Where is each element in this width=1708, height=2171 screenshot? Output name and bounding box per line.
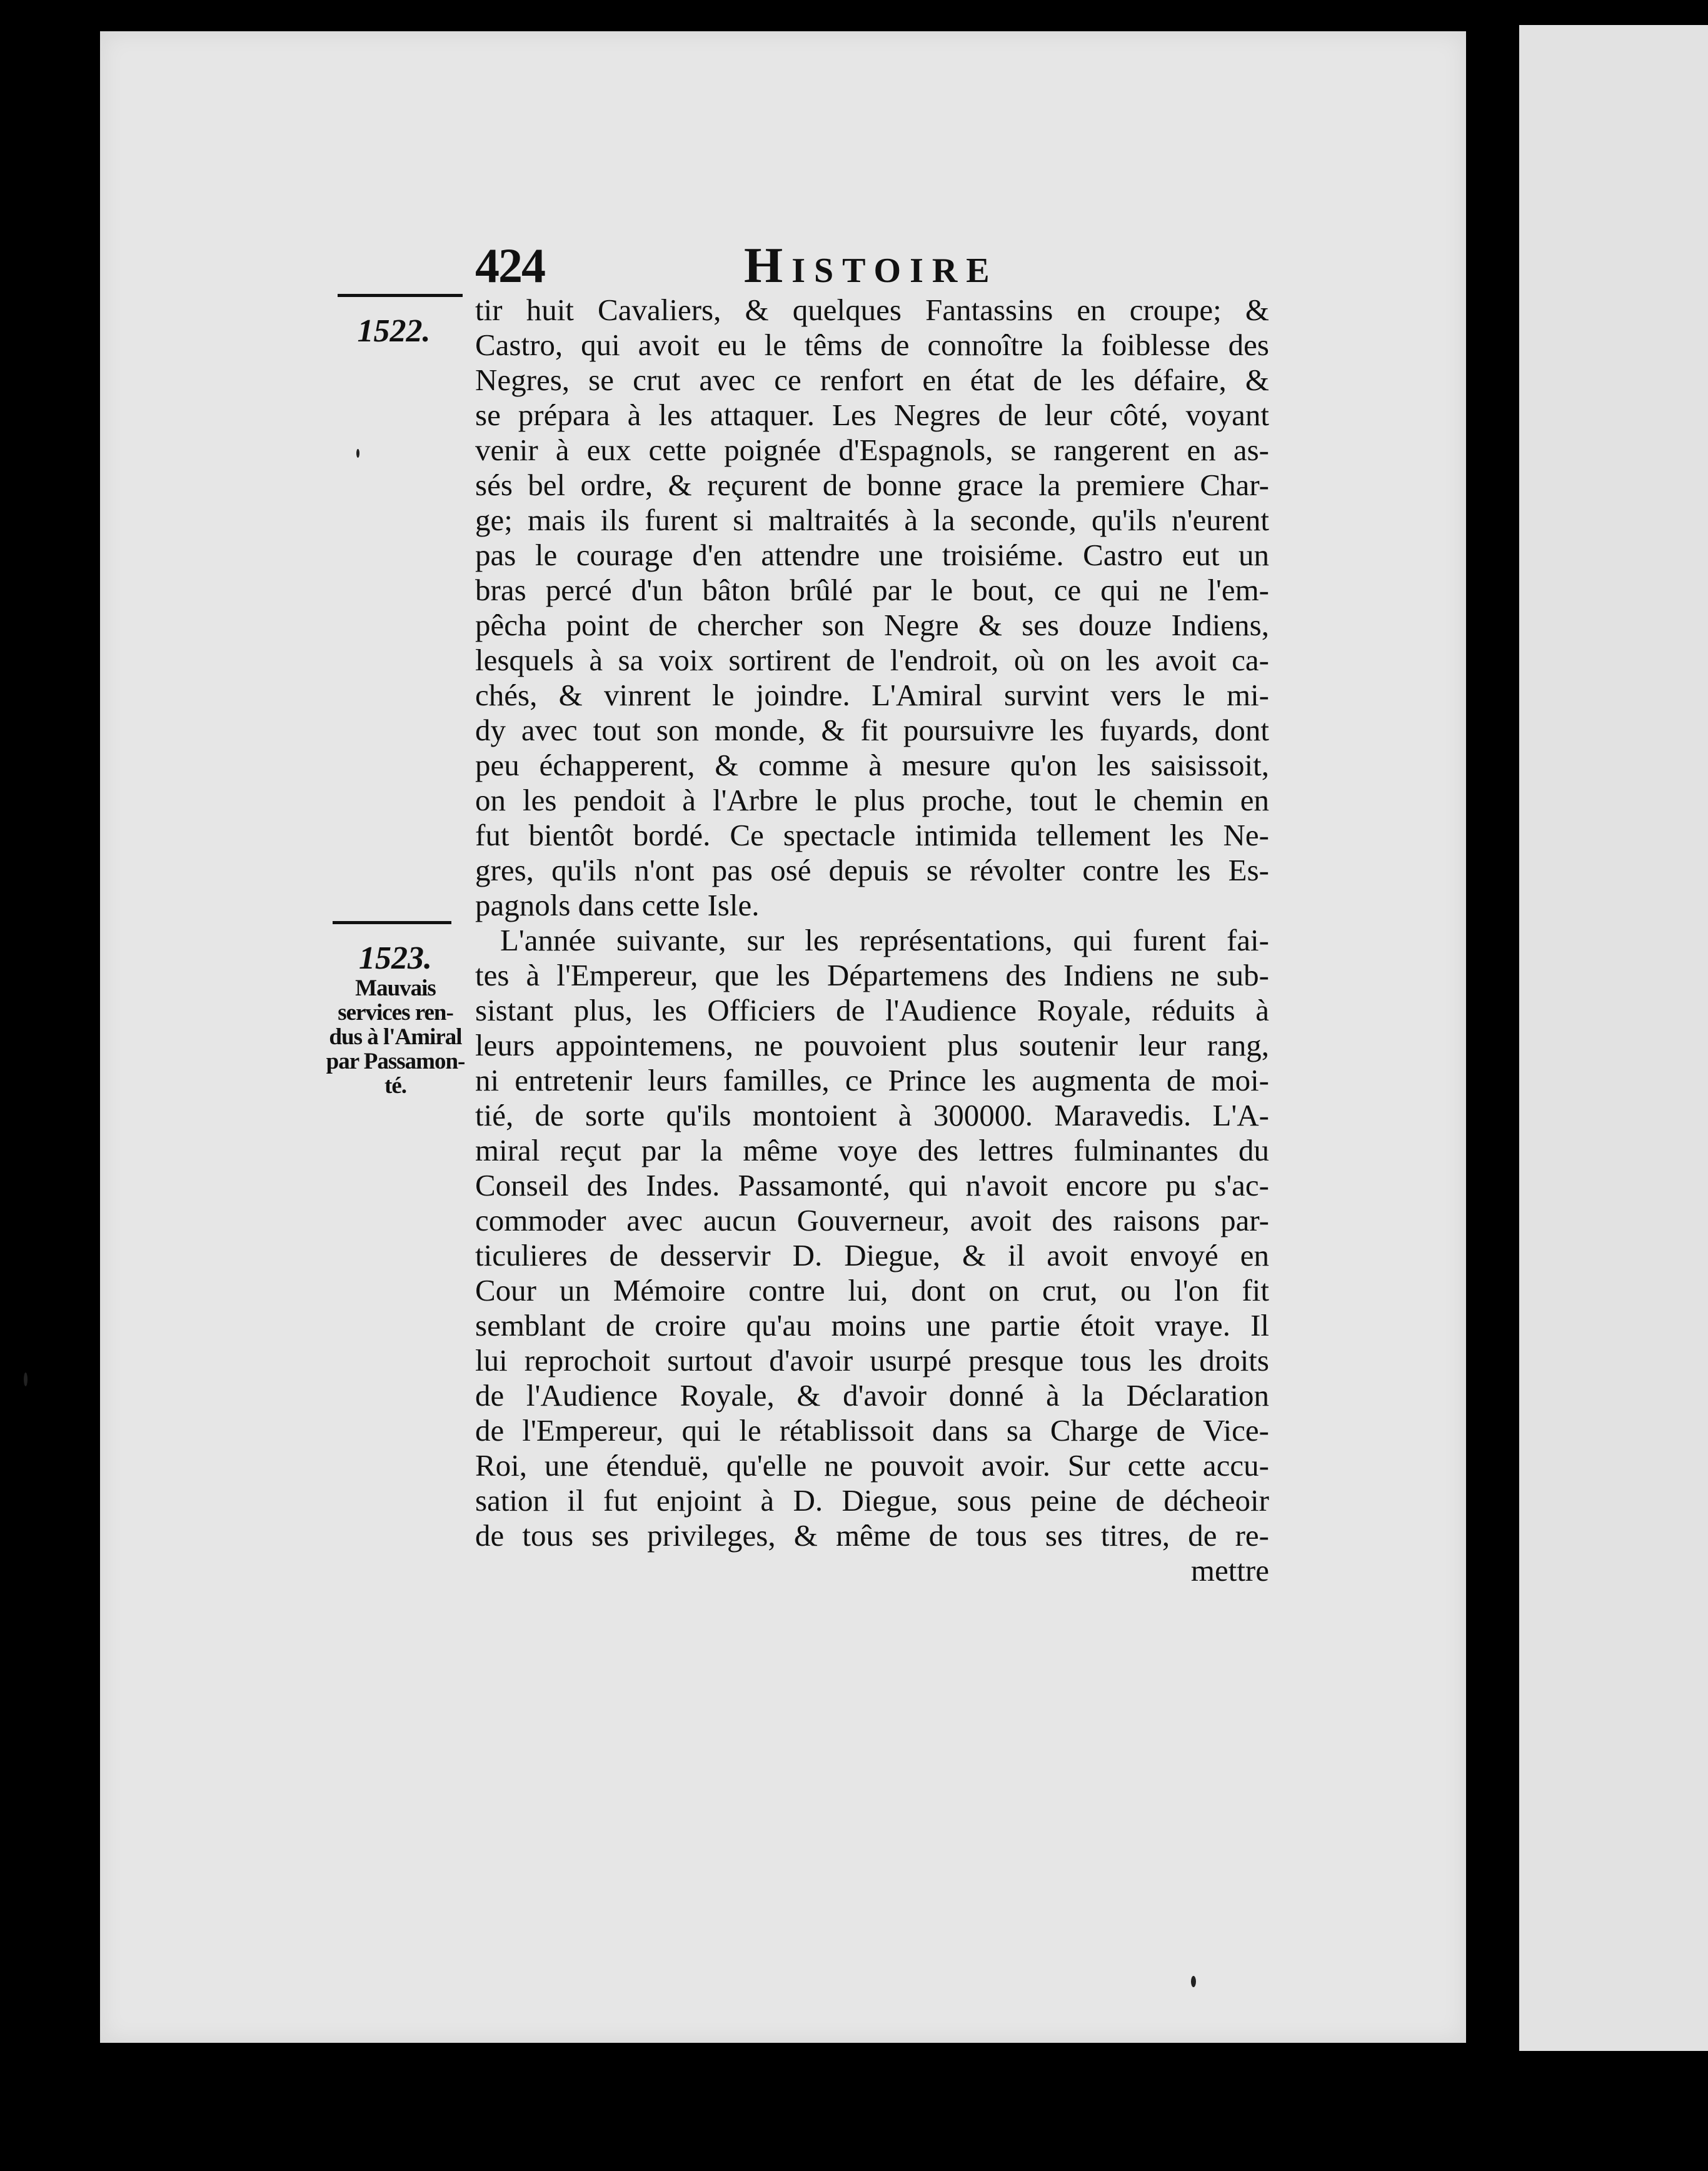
- text-line: venir à eux cette poignée d'Espagnols, se rangerent en as-: [475, 433, 1269, 467]
- text-line: tir huit Cavaliers, & quelques Fantassins en croupe; &: [475, 293, 1269, 327]
- margin-year: 1523.: [359, 940, 432, 976]
- text-line: fut bientôt bordé. Ce spectacle intimida tellement les Ne-: [475, 818, 1269, 852]
- text-line: leurs appointemens, ne pouvoient plus soutenir leur rang,: [475, 1028, 1269, 1062]
- text-line: pagnols dans cette Isle.: [475, 888, 760, 922]
- text-line: de l'Audience Royale, & d'avoir donné à la Déclaration: [475, 1378, 1269, 1413]
- text-line: peu échapperent, & comme à mesure qu'on les saisissoit,: [475, 748, 1269, 782]
- text-line: sés bel ordre, & reçurent de bonne grace la premiere Char-: [475, 468, 1269, 502]
- text-line: bras percé d'un bâton brûlé par le bout, ce qui ne l'em-: [475, 573, 1269, 607]
- running-title: Histoire: [744, 238, 998, 293]
- body-text: [475, 293, 1269, 1588]
- text-line: de l'Empereur, qui le rétablissoit dans sa Charge de Vice-: [475, 1413, 1269, 1448]
- text-line: Castro, qui avoit eu le têms de connoître la foiblesse des: [475, 328, 1269, 362]
- margin-rule: [338, 294, 463, 297]
- running-head: [475, 238, 1275, 294]
- text-line: semblant de croire qu'au moins une partie étoit vraye. Il: [475, 1308, 1269, 1342]
- text-line: ge; mais ils furent si maltraités à la seconde, qu'ils n'eurent: [475, 503, 1269, 537]
- text-line: tes à l'Empereur, que les Départemens des Indiens ne sub-: [475, 958, 1269, 992]
- text-line: Negres, se crut avec ce renfort en état de les défaire, &: [475, 363, 1269, 397]
- text-line: dy avec tout son monde, & fit poursuivre les fuyards, dont: [475, 713, 1269, 747]
- text-line: sation il fut enjoint à D. Diegue, sous peine de décheoir: [475, 1483, 1269, 1518]
- text-line: on les pendoit à l'Arbre le plus proche, tout le chemin en: [475, 783, 1269, 817]
- ink-speck: [1191, 1976, 1196, 1987]
- text-line: ni entretenir leurs familles, ce Prince les augmenta de moi-: [475, 1063, 1269, 1097]
- text-line: de tous ses privileges, & même de tous ses titres, de re-: [475, 1518, 1269, 1553]
- text-line: miral reçut par la même voye des lettres fulminantes du: [475, 1133, 1269, 1167]
- margin-note-line: Mauvais: [355, 975, 436, 1001]
- ink-speck: [24, 1373, 28, 1386]
- text-line: L'année suivante, sur les représentations, qui furent fai-: [500, 923, 1269, 957]
- margin-note-line: par Passamon-: [326, 1049, 465, 1074]
- text-line: commoder avec aucun Gouverneur, avoit des raisons par-: [475, 1203, 1269, 1237]
- text-line: lui reprochoit surtout d'avoir usurpé presque tous les droits: [475, 1343, 1269, 1378]
- margin-note-line: services ren-: [338, 1000, 453, 1025]
- right-page-edge: [1519, 25, 1708, 2051]
- text-line: ticulieres de desservir D. Diegue, & il avoit envoyé en: [475, 1238, 1269, 1272]
- ink-speck: [356, 449, 359, 458]
- text-line: se prépara à les attaquer. Les Negres de leur côté, voyant: [475, 398, 1269, 432]
- text-line: pas le courage d'en attendre une troisiéme. Castro eut un: [475, 538, 1269, 572]
- margin-year: 1522.: [357, 313, 431, 349]
- text-line: Roi, une étenduë, qu'elle ne pouvoit avoir. Sur cette accu-: [475, 1448, 1269, 1483]
- margin-note: [325, 941, 466, 1098]
- text-line: gres, qu'ils n'ont pas osé depuis se révolter contre les Es-: [475, 853, 1269, 887]
- margin-note-line: dus à l'Amiral: [329, 1024, 462, 1050]
- margin-rule: [333, 921, 451, 924]
- text-line: Cour un Mémoire contre lui, dont on crut, ou l'on fit: [475, 1273, 1269, 1307]
- catchword: mettre: [1190, 1553, 1269, 1588]
- page-number: 424: [475, 238, 545, 293]
- text-line: lesquels à sa voix sortirent de l'endroit, où on les avoit ca-: [475, 643, 1269, 677]
- text-line: pêcha point de chercher son Negre & ses douze Indiens,: [475, 608, 1269, 642]
- margin-note-line: té.: [384, 1073, 406, 1099]
- text-line: sistant plus, les Officiers de l'Audience Royale, réduits à: [475, 993, 1269, 1027]
- text-line: chés, & vinrent le joindre. L'Amiral survint vers le mi-: [475, 678, 1269, 712]
- text-line: tié, de sorte qu'ils montoient à 300000. Maravedis. L'A-: [475, 1098, 1269, 1132]
- text-line: Conseil des Indes. Passamonté, qui n'avoit encore pu s'ac-: [475, 1168, 1269, 1202]
